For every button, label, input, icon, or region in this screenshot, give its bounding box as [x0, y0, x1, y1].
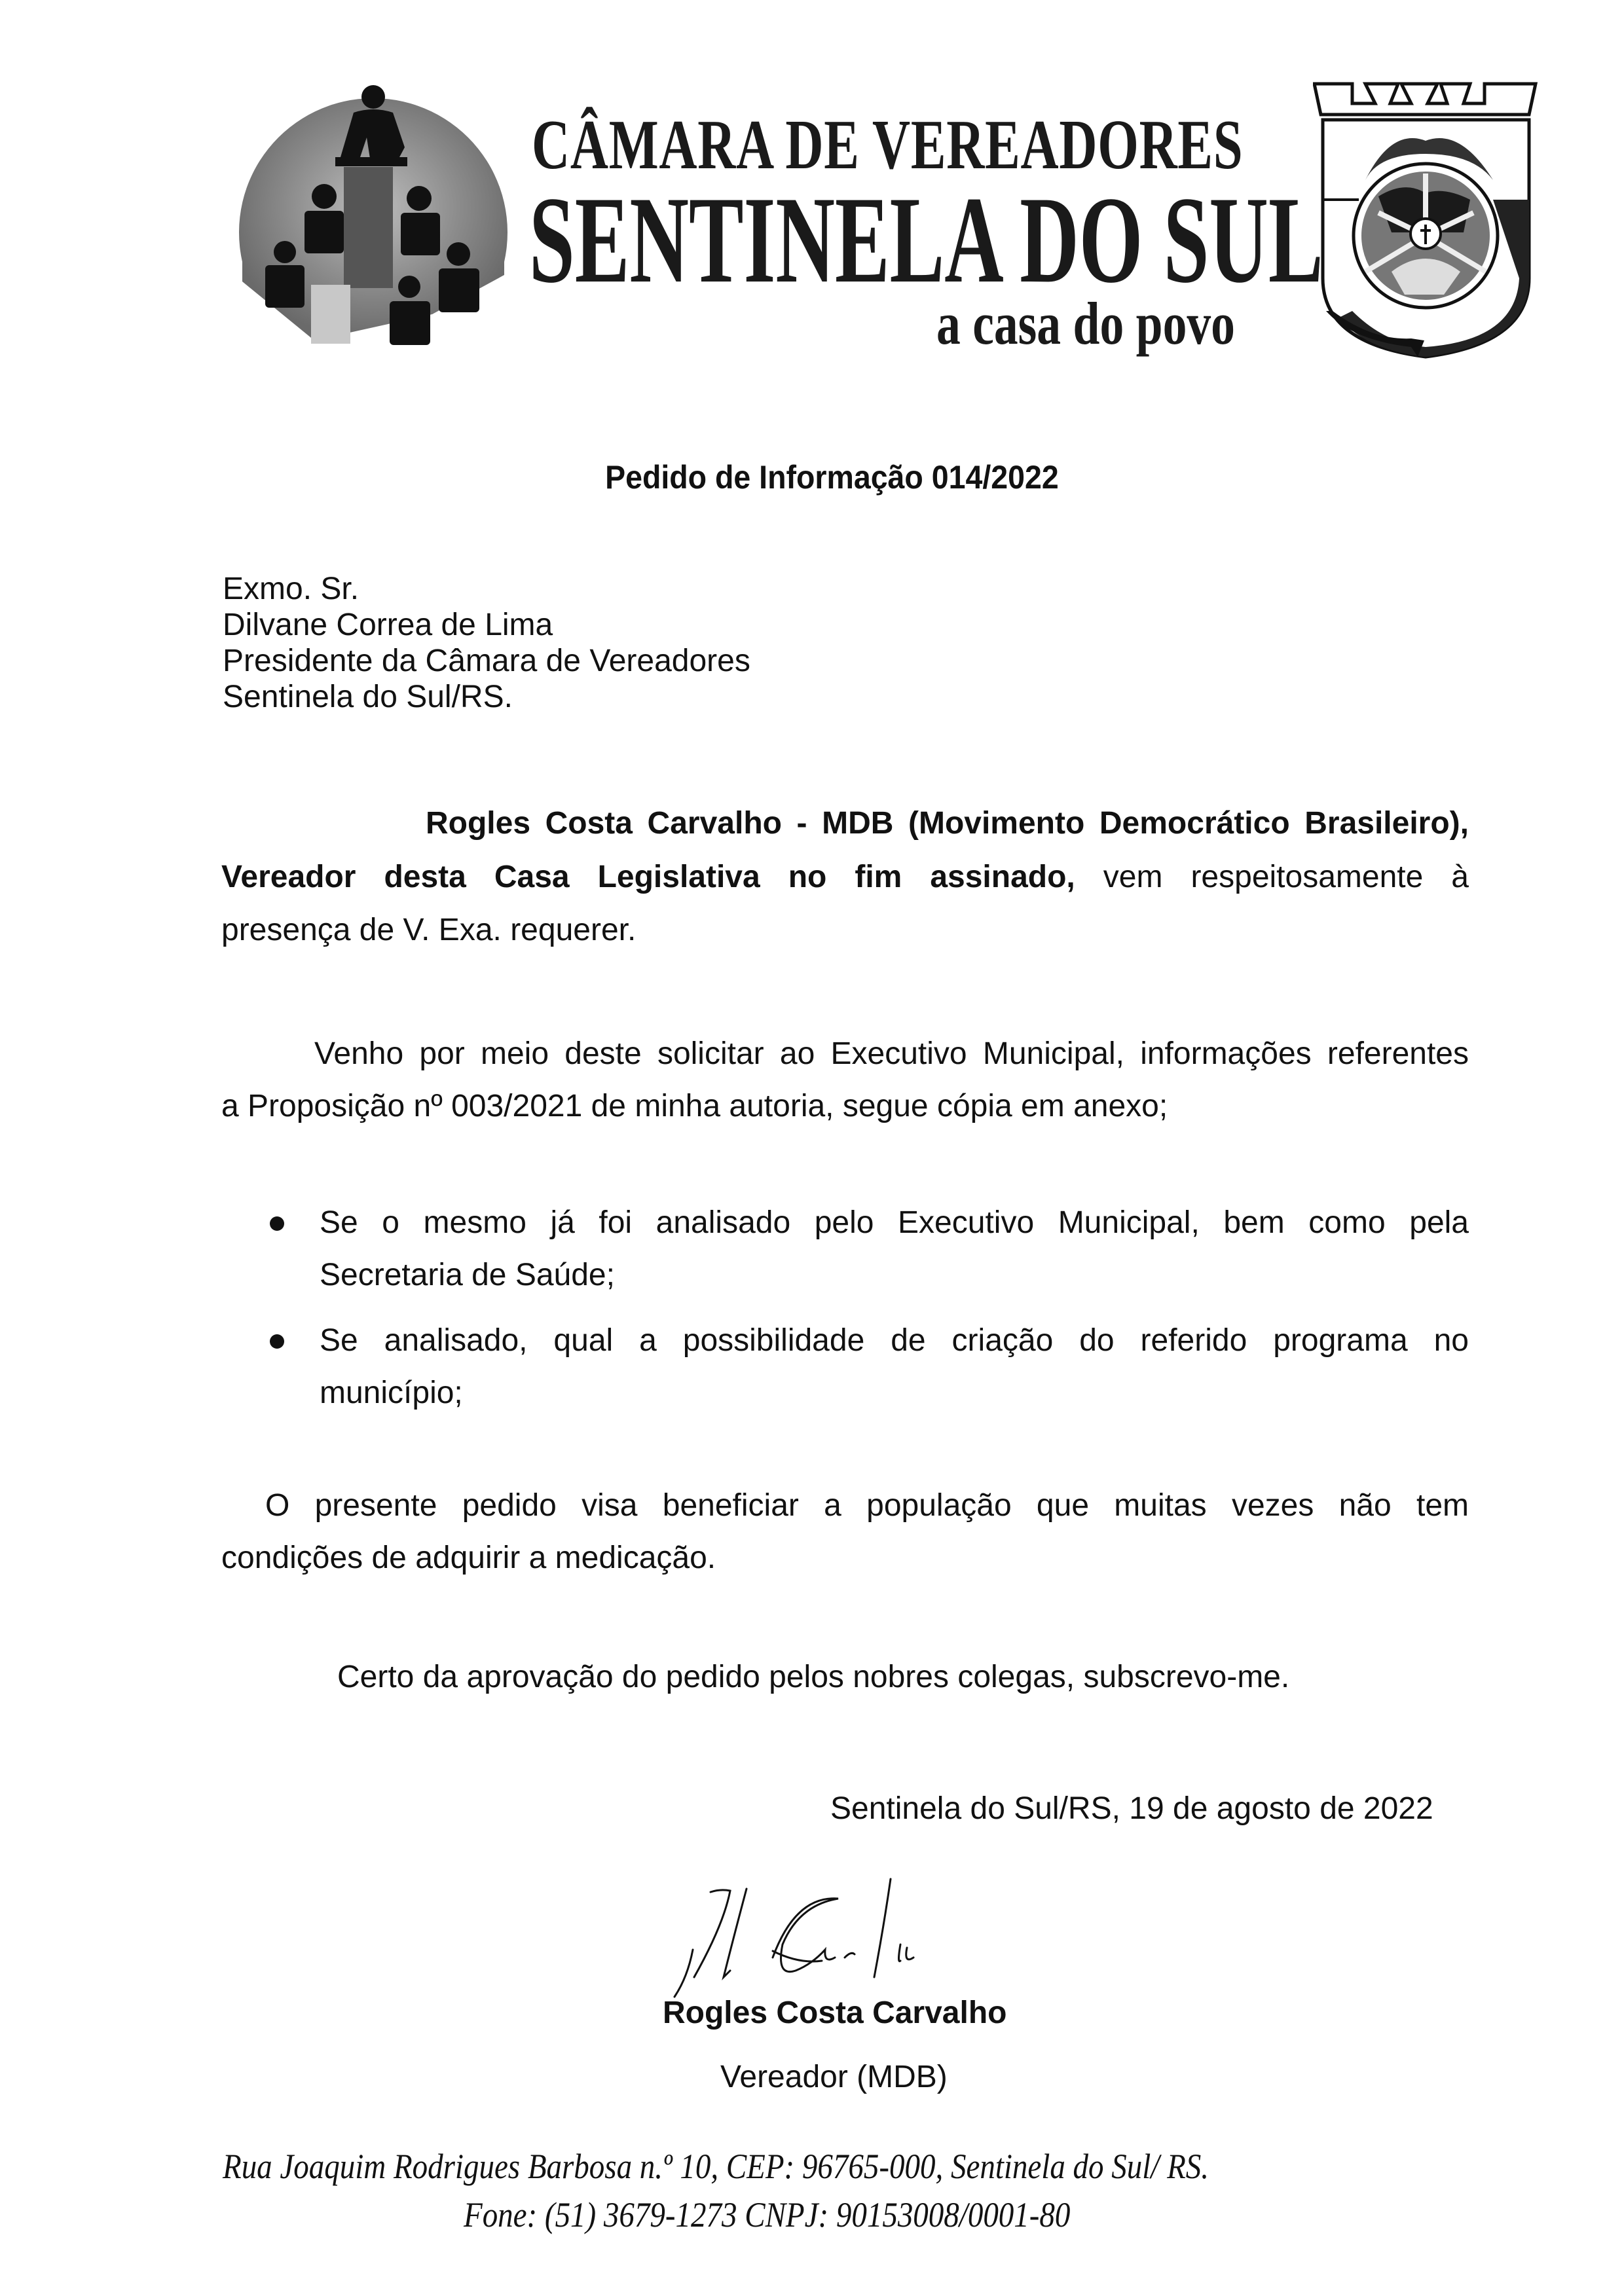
recipient-title: Presidente da Câmara de Vereadores: [223, 644, 750, 678]
paragraph-2-line-1: Venho por meio deste solicitar ao Executivo Municipal, informações referentes: [314, 1036, 1469, 1071]
paragraph-1-line-2: [221, 859, 1469, 896]
paragraph-1-line-1: Rogles Costa Carvalho - MDB (Movimento Democrático Brasileiro),: [426, 806, 1469, 841]
bullet-1-line-1: Se o mesmo já foi analisado pelo Executivo Municipal, bem como pela: [320, 1205, 1469, 1240]
recipient-name: Dilvane Correa de Lima: [223, 608, 553, 642]
document-title-text: Pedido de Informação 014/2022: [604, 459, 1059, 496]
bullet-dot: [270, 1334, 284, 1349]
municipal-coat-of-arms-icon: [1313, 82, 1539, 363]
paragraph-3-line-1: O presente pedido visa beneficiar a população que muitas vezes não tem: [265, 1488, 1469, 1523]
paragraph-2-line-2: a Proposição nº 003/2021 de minha autoria, segue cópia em anexo;: [221, 1089, 1168, 1123]
header-tagline: a casa do povo: [936, 290, 1235, 357]
assembly-speaker-logo-icon: [236, 65, 511, 347]
paragraph-1-line-3: presença de V. Exa. requerer.: [221, 913, 637, 947]
footer-contact: Fone: (51) 3679-1273 CNPJ: 90153008/0001-80: [464, 2195, 1071, 2234]
recipient-location: Sentinela do Sul/RS.: [223, 680, 513, 714]
header-line-1: CÂMARA DE VEREADORES: [532, 106, 1244, 184]
signatory-role: Vereador (MDB): [720, 2060, 948, 2094]
bullet-dot: [270, 1216, 284, 1231]
document-title: [0, 461, 1624, 494]
handwritten-signature-icon: [655, 1872, 995, 2010]
header-line-2: SENTINELA DO SUL: [529, 172, 1323, 309]
bullet-2-line-2: município;: [320, 1376, 463, 1410]
footer-address: Rua Joaquim Rodrigues Barbosa n.º 10, CEP: 96765-000, Sentinela do Sul/ RS.: [223, 2147, 1209, 2186]
recipient-salutation: Exmo. Sr.: [223, 572, 360, 606]
closing-sentence: Certo da aprovação do pedido pelos nobres colegas, subscrevo-me.: [337, 1660, 1290, 1694]
date-line: Sentinela do Sul/RS, 19 de agosto de 2022: [830, 1791, 1433, 1826]
signatory-name: Rogles Costa Carvalho: [663, 1995, 1007, 2030]
recipient-block: [223, 571, 750, 715]
paragraph-1-regular-text: vem respeitosamente à: [1075, 860, 1469, 894]
paragraph-3-line-2: condições de adquirir a medicação.: [221, 1540, 716, 1575]
bullet-1-line-2: Secretaria de Saúde;: [320, 1258, 615, 1292]
paragraph-1-bold-text: Vereador desta Casa Legislativa no fim assinado,: [221, 860, 1075, 894]
bullet-2-line-1: Se analisado, qual a possibilidade de criação do referido programa no: [320, 1323, 1469, 1358]
